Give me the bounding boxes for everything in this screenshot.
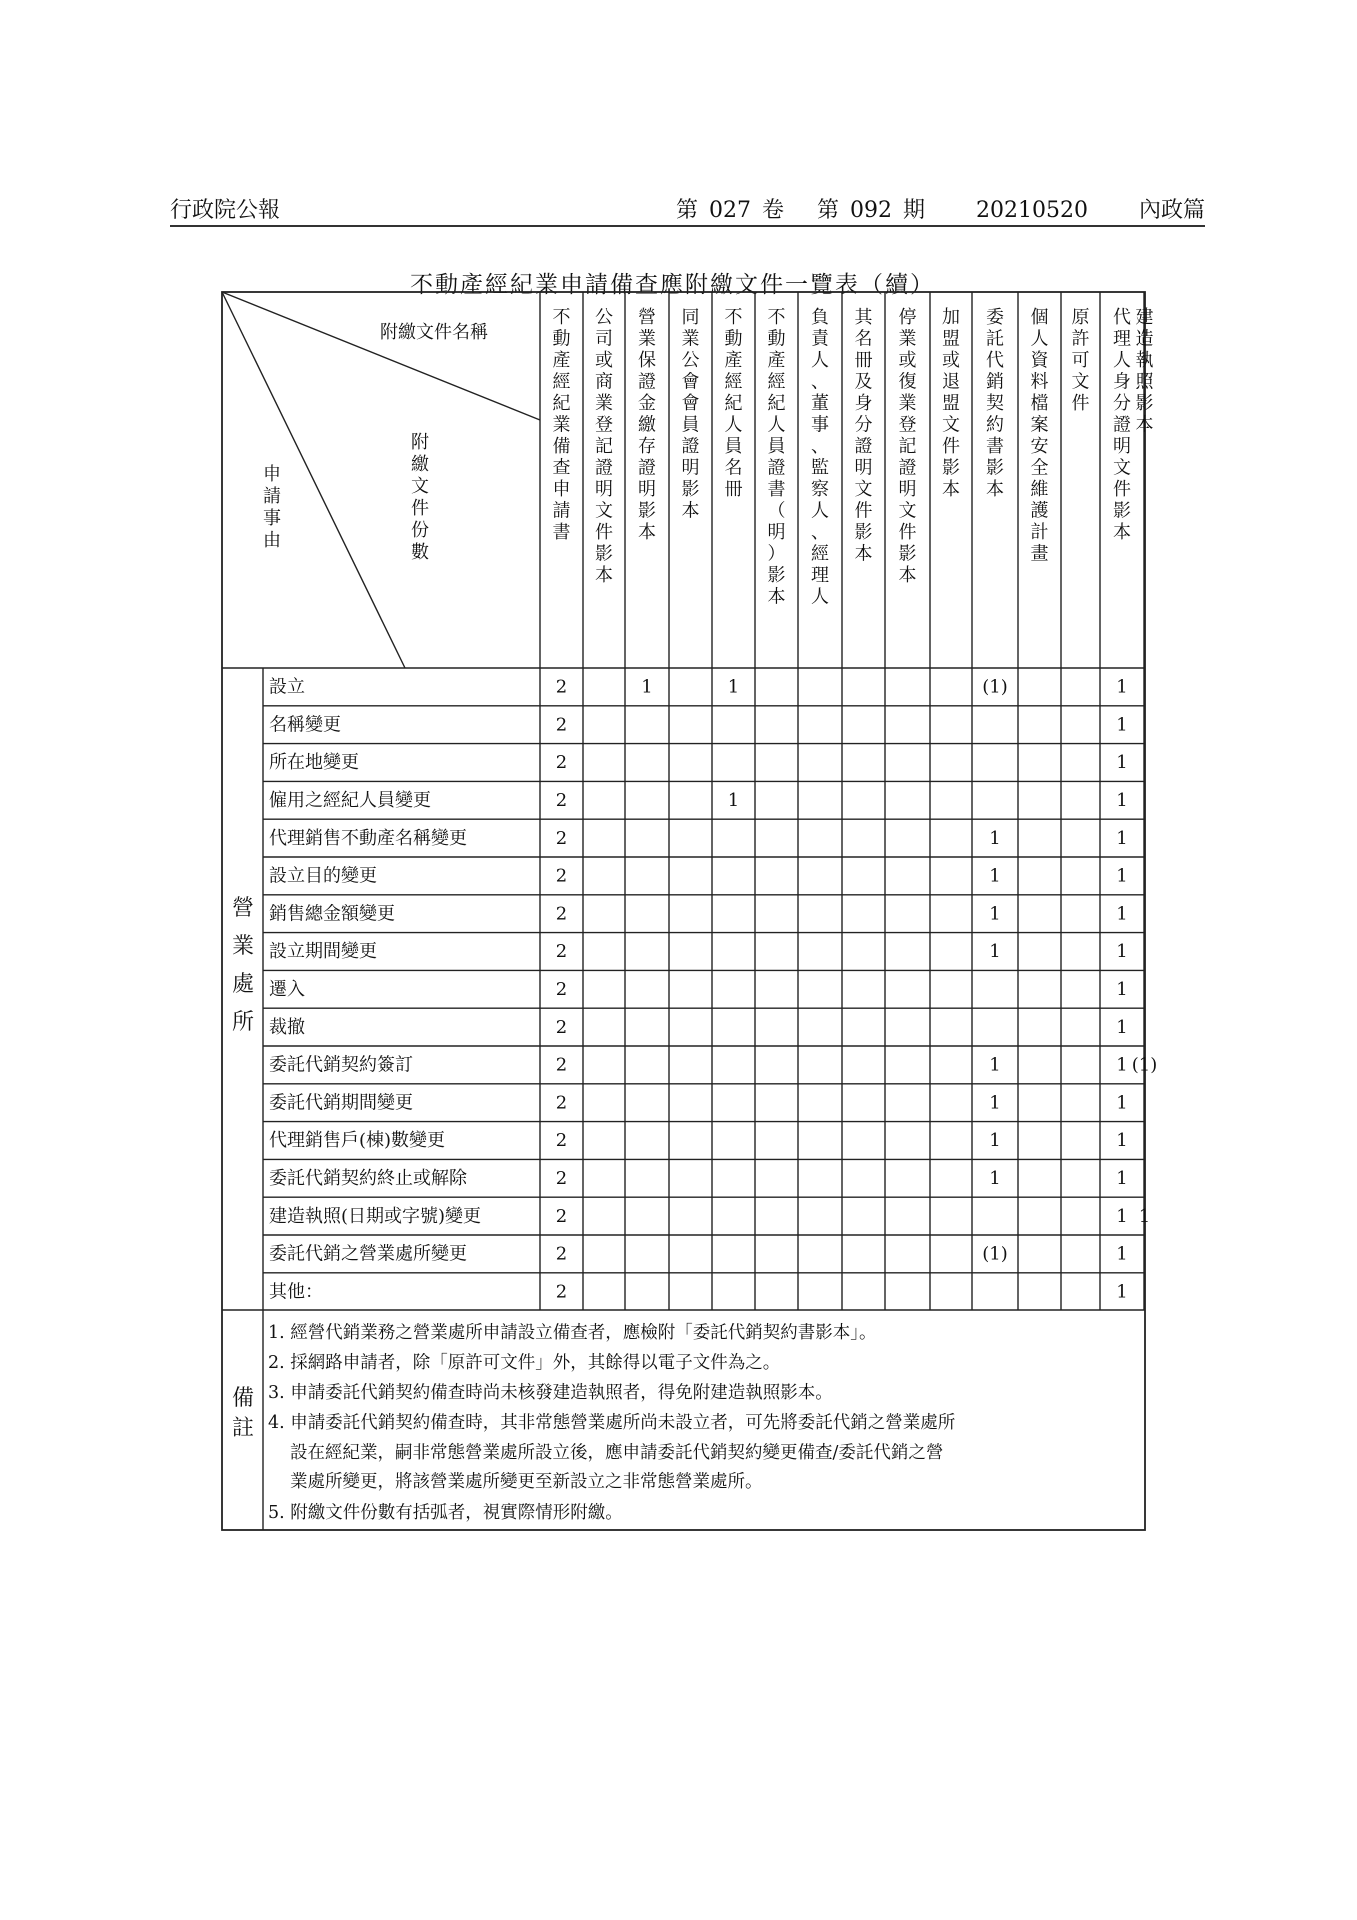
svg-text:影: 影 xyxy=(681,479,700,500)
svg-text:業: 業 xyxy=(898,328,917,350)
svg-text:書: 書 xyxy=(986,436,1004,457)
row-reason: 代理銷售戶(棟)數變更 xyxy=(269,1130,446,1152)
cell-value: 1 xyxy=(1116,752,1128,774)
svg-text:盟: 盟 xyxy=(942,393,960,414)
cell-value: 1 xyxy=(727,676,740,698)
cell-value: 1 xyxy=(989,903,1001,925)
svg-text:本: 本 xyxy=(942,479,960,500)
svg-text:個: 個 xyxy=(1030,307,1049,328)
date: 20210520 xyxy=(976,198,1088,223)
svg-text:人: 人 xyxy=(1030,328,1049,350)
cell-value: 1 xyxy=(727,789,740,811)
cell-value: 2 xyxy=(555,789,568,811)
svg-text:或: 或 xyxy=(898,350,917,371)
cell-value: 1 xyxy=(989,941,1001,963)
svg-text:文: 文 xyxy=(854,479,873,500)
svg-text:件: 件 xyxy=(854,500,873,522)
svg-text:書: 書 xyxy=(767,479,786,500)
column-header xyxy=(986,307,1004,500)
column-header xyxy=(1113,307,1131,543)
svg-text:本: 本 xyxy=(986,479,1004,500)
svg-text:繳: 繳 xyxy=(638,414,656,436)
svg-text:明: 明 xyxy=(638,479,656,500)
svg-text:）: ） xyxy=(767,543,786,565)
svg-text:安: 安 xyxy=(1030,436,1049,457)
svg-text:負: 負 xyxy=(811,307,829,328)
cell-value: 1 xyxy=(1116,676,1128,698)
svg-text:護: 護 xyxy=(1030,500,1049,522)
svg-text:明: 明 xyxy=(595,479,613,500)
svg-text:司: 司 xyxy=(595,328,613,350)
svg-text:處: 處 xyxy=(231,972,255,997)
svg-text:察: 察 xyxy=(811,479,829,500)
svg-text:經: 經 xyxy=(552,371,571,393)
row-reason: 其他： xyxy=(269,1281,323,1303)
svg-text:分: 分 xyxy=(854,414,873,436)
svg-text:申: 申 xyxy=(263,464,281,485)
svg-text:身: 身 xyxy=(1113,371,1131,393)
cell-value: 1 xyxy=(641,676,653,698)
svg-text:冊: 冊 xyxy=(724,479,743,500)
svg-text:文: 文 xyxy=(1113,457,1131,479)
svg-text:計: 計 xyxy=(1030,522,1049,543)
svg-text:會: 會 xyxy=(681,371,700,393)
svg-text:所: 所 xyxy=(231,1010,255,1035)
svg-text:本: 本 xyxy=(767,586,786,608)
svg-text:公: 公 xyxy=(595,307,613,328)
svg-text:不: 不 xyxy=(724,307,743,328)
row-reason: 代理銷售不動產名稱變更 xyxy=(269,827,467,849)
corner-diagonal-2 xyxy=(222,292,540,420)
svg-text:案: 案 xyxy=(1030,414,1049,436)
svg-text:業: 業 xyxy=(681,328,700,350)
svg-text:申: 申 xyxy=(552,479,571,500)
svg-text:會: 會 xyxy=(681,393,700,414)
svg-text:由: 由 xyxy=(263,530,281,551)
svg-text:件: 件 xyxy=(942,436,960,457)
svg-text:同: 同 xyxy=(681,307,700,328)
cell-value: 1 xyxy=(1116,1205,1128,1227)
svg-text:明: 明 xyxy=(854,457,873,479)
svg-text:金: 金 xyxy=(638,393,656,414)
svg-text:影: 影 xyxy=(1113,500,1131,522)
cell-value: 2 xyxy=(555,714,568,736)
cell-value: 1 xyxy=(1116,714,1128,736)
column-header xyxy=(855,307,874,565)
svg-text:登: 登 xyxy=(595,414,613,436)
svg-text:影: 影 xyxy=(595,543,613,565)
cell-value: 1 xyxy=(1116,1054,1128,1076)
cell-value: 2 xyxy=(555,1092,568,1114)
svg-text:紀: 紀 xyxy=(767,393,786,414)
corner-copies-label xyxy=(411,432,429,563)
svg-text:退: 退 xyxy=(942,371,960,393)
cell-value: 1 xyxy=(1116,1130,1128,1152)
row-reason: 僱用之經紀人員變更 xyxy=(269,789,431,811)
svg-text:冊: 冊 xyxy=(854,350,873,371)
svg-text:原: 原 xyxy=(1071,307,1090,328)
svg-text:請: 請 xyxy=(263,486,281,507)
cell-value: 1 xyxy=(989,1167,1001,1189)
svg-text:明: 明 xyxy=(1113,436,1131,457)
svg-text:本: 本 xyxy=(638,522,656,543)
svg-text:經: 經 xyxy=(811,543,829,565)
svg-text:人: 人 xyxy=(767,414,786,436)
note-line: 1. 經營代銷業務之營業處所申請設立備查者，應檢附「委託代銷契約書影本」。 xyxy=(268,1323,877,1343)
svg-text:人: 人 xyxy=(811,350,829,371)
svg-text:建: 建 xyxy=(1135,307,1154,328)
row-reason: 遷入 xyxy=(269,978,305,1000)
svg-text:不: 不 xyxy=(552,307,571,328)
svg-text:託: 託 xyxy=(986,328,1004,350)
svg-text:產: 產 xyxy=(552,350,571,371)
svg-text:件: 件 xyxy=(1113,479,1131,500)
svg-text:紀: 紀 xyxy=(552,393,571,414)
svg-text:影: 影 xyxy=(986,457,1004,479)
svg-text:造: 造 xyxy=(1135,328,1154,350)
svg-text:檔: 檔 xyxy=(1030,393,1049,414)
corner-reason-label xyxy=(263,464,281,551)
column-header xyxy=(553,307,571,543)
publication-name: 行政院公報 xyxy=(170,198,281,223)
svg-text:經: 經 xyxy=(724,371,743,393)
svg-text:產: 產 xyxy=(767,350,786,371)
svg-text:件: 件 xyxy=(1071,393,1090,414)
notes-label xyxy=(232,1386,254,1441)
svg-text:加: 加 xyxy=(942,307,960,328)
corner-diagonal-1 xyxy=(222,292,405,668)
column-header xyxy=(811,307,830,608)
svg-text:代: 代 xyxy=(986,350,1004,371)
svg-text:、: 、 xyxy=(811,371,829,393)
svg-text:業: 業 xyxy=(595,393,613,414)
svg-text:及: 及 xyxy=(854,371,873,393)
column-header xyxy=(638,307,656,543)
cell-value: 1 xyxy=(1116,1281,1128,1303)
svg-text:存: 存 xyxy=(638,436,656,457)
column-header xyxy=(942,307,960,500)
cell-value: (1) xyxy=(982,1243,1008,1265)
note-line: 4. 申請委託代銷契約備查時，其非常態營業處所尚未設立者，可先將委託代銷之營業處所 xyxy=(268,1413,956,1433)
row-reason: 設立 xyxy=(269,676,305,698)
svg-text:責: 責 xyxy=(811,328,829,350)
svg-text:業: 業 xyxy=(552,414,571,436)
svg-text:件: 件 xyxy=(411,498,429,519)
cell-value: 1 xyxy=(1116,1092,1128,1114)
corner-doc-name-label: 附繳文件名稱 xyxy=(380,322,488,343)
svg-text:、: 、 xyxy=(811,522,829,543)
svg-text:理: 理 xyxy=(1113,328,1131,350)
svg-text:復: 復 xyxy=(898,371,917,393)
svg-text:公: 公 xyxy=(681,350,700,371)
column-header xyxy=(595,307,613,586)
group-label xyxy=(232,896,254,1035)
column-header xyxy=(768,307,786,608)
svg-text:（: （ xyxy=(767,500,786,522)
svg-text:員: 員 xyxy=(767,436,786,457)
svg-text:文: 文 xyxy=(411,476,429,497)
svg-text:文: 文 xyxy=(1071,371,1090,393)
svg-text:註: 註 xyxy=(231,1416,255,1441)
svg-text:停: 停 xyxy=(898,307,917,328)
note-line: 5. 附繳文件份數有括弧者，視實際情形附繳。 xyxy=(268,1503,623,1523)
svg-text:不: 不 xyxy=(767,307,786,328)
svg-text:記: 記 xyxy=(898,436,917,457)
svg-text:理: 理 xyxy=(811,565,829,586)
svg-text:動: 動 xyxy=(767,328,786,350)
cell-value: 1 xyxy=(1116,1016,1128,1038)
svg-text:畫: 畫 xyxy=(1030,543,1049,565)
table-title: 不動產經紀業申請備查應附繳文件一覽表（續） xyxy=(410,272,935,298)
cell-value: 1 xyxy=(1116,789,1128,811)
cell-value: 1 xyxy=(1116,1243,1128,1265)
svg-text:營: 營 xyxy=(231,896,255,921)
svg-text:份: 份 xyxy=(411,520,429,541)
row-reason: 所在地變更 xyxy=(269,752,359,774)
cell-value: 2 xyxy=(555,978,568,1000)
svg-text:可: 可 xyxy=(1071,350,1090,371)
svg-text:業: 業 xyxy=(638,328,656,350)
cell-value: 2 xyxy=(555,752,568,774)
svg-text:繳: 繳 xyxy=(411,454,429,475)
svg-text:證: 證 xyxy=(681,436,700,457)
svg-text:證: 證 xyxy=(1113,414,1131,436)
cell-value: 2 xyxy=(555,865,568,887)
svg-text:件: 件 xyxy=(595,522,613,543)
svg-text:影: 影 xyxy=(767,565,786,586)
svg-text:明: 明 xyxy=(681,457,700,479)
svg-text:許: 許 xyxy=(1071,328,1090,350)
svg-text:營: 營 xyxy=(638,307,656,328)
svg-text:書: 書 xyxy=(552,522,571,543)
svg-text:本: 本 xyxy=(854,543,873,565)
issue: 第 092 期 xyxy=(817,198,925,223)
svg-text:業: 業 xyxy=(898,393,917,414)
column-header xyxy=(1136,307,1155,436)
cell-value: 1 xyxy=(989,865,1001,887)
svg-text:證: 證 xyxy=(898,457,917,479)
svg-text:數: 數 xyxy=(411,542,429,563)
svg-text:照: 照 xyxy=(1135,371,1154,393)
svg-text:影: 影 xyxy=(1135,393,1154,414)
svg-text:明: 明 xyxy=(898,479,917,500)
svg-text:分: 分 xyxy=(1113,393,1131,414)
svg-text:全: 全 xyxy=(1030,457,1049,479)
column-header xyxy=(1031,307,1050,565)
svg-text:約: 約 xyxy=(986,414,1004,436)
svg-text:資: 資 xyxy=(1030,350,1049,371)
svg-text:記: 記 xyxy=(595,436,613,457)
column-header xyxy=(899,307,917,586)
row-reason: 名稱變更 xyxy=(269,714,341,736)
svg-text:附: 附 xyxy=(411,432,429,453)
svg-text:影: 影 xyxy=(854,522,873,543)
svg-text:保: 保 xyxy=(638,350,656,371)
cell-value: 2 xyxy=(555,1281,568,1303)
note-line: 設在經紀業，嗣非常態營業處所設立後，應申請委託代銷契約變更備查/委託代銷之營 xyxy=(290,1443,944,1463)
svg-text:證: 證 xyxy=(638,371,656,393)
cell-value: 1 xyxy=(989,827,1001,849)
cell-value: 1 xyxy=(1116,865,1128,887)
svg-text:備: 備 xyxy=(231,1386,255,1411)
cell-value: 1 xyxy=(1116,978,1128,1000)
svg-text:員: 員 xyxy=(724,436,743,457)
section: 內政篇 xyxy=(1138,198,1205,223)
svg-text:人: 人 xyxy=(724,414,743,436)
svg-text:事: 事 xyxy=(811,414,829,436)
cell-value: 2 xyxy=(555,903,568,925)
cell-value: 1 xyxy=(1116,903,1128,925)
cell-value: 1 xyxy=(1116,941,1128,963)
svg-text:維: 維 xyxy=(1030,479,1049,500)
svg-text:商: 商 xyxy=(595,371,613,393)
svg-text:本: 本 xyxy=(898,565,917,586)
volume: 第 027 卷 xyxy=(676,198,785,223)
svg-text:產: 產 xyxy=(724,350,743,371)
row-reason: 委託代銷契約簽訂 xyxy=(269,1054,413,1076)
cell-value: 1 xyxy=(989,1130,1001,1152)
svg-text:本: 本 xyxy=(1135,414,1154,436)
svg-text:文: 文 xyxy=(595,500,613,522)
svg-text:本: 本 xyxy=(595,565,613,586)
svg-text:員: 員 xyxy=(681,414,700,436)
row-reason: 銷售總金額變更 xyxy=(269,903,395,925)
svg-text:名: 名 xyxy=(724,457,743,479)
cell-value: 2 xyxy=(555,1054,568,1076)
cell-value: (1) xyxy=(982,676,1008,698)
cell-value: 2 xyxy=(555,1167,568,1189)
svg-text:事: 事 xyxy=(263,508,281,529)
column-header xyxy=(725,307,743,500)
svg-text:料: 料 xyxy=(1030,371,1049,393)
svg-text:、: 、 xyxy=(811,436,829,457)
cell-value: 2 xyxy=(555,827,568,849)
svg-text:本: 本 xyxy=(681,500,700,522)
svg-text:備: 備 xyxy=(552,436,571,457)
row-reason: 委託代銷之營業處所變更 xyxy=(269,1243,467,1265)
cell-value: 2 xyxy=(555,1205,568,1227)
cell-value: 1 xyxy=(1116,1167,1128,1189)
svg-text:查: 查 xyxy=(552,457,571,479)
row-reason: 委託代銷期間變更 xyxy=(269,1092,413,1114)
svg-text:登: 登 xyxy=(898,414,917,436)
row-reason: 設立目的變更 xyxy=(269,865,377,887)
svg-text:證: 證 xyxy=(767,457,786,479)
svg-text:件: 件 xyxy=(898,522,917,543)
cell-value: (1) xyxy=(1131,1054,1158,1076)
svg-text:業: 業 xyxy=(231,934,255,959)
svg-text:證: 證 xyxy=(595,457,613,479)
cell-value: 1 xyxy=(989,1092,1001,1114)
row-reason: 設立期間變更 xyxy=(269,941,377,963)
svg-text:代: 代 xyxy=(1113,307,1131,328)
row-reason: 裁撤 xyxy=(269,1016,305,1038)
svg-text:監: 監 xyxy=(811,457,829,479)
svg-text:動: 動 xyxy=(724,328,743,350)
svg-text:動: 動 xyxy=(552,328,571,350)
svg-text:紀: 紀 xyxy=(724,393,743,414)
svg-text:本: 本 xyxy=(1113,522,1131,543)
svg-text:請: 請 xyxy=(552,500,571,522)
row-reason: 建造執照(日期或字號)變更 xyxy=(269,1205,482,1227)
svg-text:人: 人 xyxy=(811,586,829,608)
svg-text:或: 或 xyxy=(595,350,613,371)
cell-value: 2 xyxy=(555,1016,568,1038)
svg-text:執: 執 xyxy=(1135,350,1154,371)
svg-text:盟: 盟 xyxy=(942,328,960,350)
cell-value: 2 xyxy=(555,1243,568,1265)
svg-text:影: 影 xyxy=(942,457,960,479)
column-header xyxy=(682,307,700,522)
cell-value: 2 xyxy=(555,1130,568,1152)
svg-text:董: 董 xyxy=(811,393,829,414)
svg-text:人: 人 xyxy=(811,500,829,522)
svg-text:影: 影 xyxy=(638,500,656,522)
svg-text:人: 人 xyxy=(1113,350,1131,371)
svg-text:其: 其 xyxy=(854,307,873,328)
svg-text:委: 委 xyxy=(986,307,1004,328)
cell-value: 2 xyxy=(555,941,568,963)
svg-text:名: 名 xyxy=(854,328,873,350)
svg-text:身: 身 xyxy=(854,393,873,414)
note-line: 2. 採網路申請者，除「原許可文件」外，其餘得以電子文件為之。 xyxy=(268,1353,781,1373)
svg-text:文: 文 xyxy=(898,500,917,522)
svg-text:或: 或 xyxy=(942,350,960,371)
note-line: 業處所變更，將該營業處所變更至新設立之非常態營業處所。 xyxy=(290,1472,763,1492)
svg-text:影: 影 xyxy=(898,543,917,565)
svg-text:銷: 銷 xyxy=(986,371,1004,393)
column-header xyxy=(1072,307,1090,414)
svg-text:經: 經 xyxy=(767,371,786,393)
row-reason: 委託代銷契約終止或解除 xyxy=(269,1167,467,1189)
cell-value: 1 xyxy=(1138,1205,1151,1227)
svg-text:證: 證 xyxy=(638,457,656,479)
svg-text:證: 證 xyxy=(854,436,873,457)
svg-text:契: 契 xyxy=(986,393,1004,414)
svg-text:明: 明 xyxy=(767,522,786,543)
note-line: 3. 申請委託代銷契約備查時尚未核發建造執照者，得免附建造執照影本。 xyxy=(268,1383,833,1403)
cell-value: 1 xyxy=(1116,827,1128,849)
cell-value: 1 xyxy=(989,1054,1001,1076)
svg-text:文: 文 xyxy=(942,414,960,436)
cell-value: 2 xyxy=(555,676,568,698)
